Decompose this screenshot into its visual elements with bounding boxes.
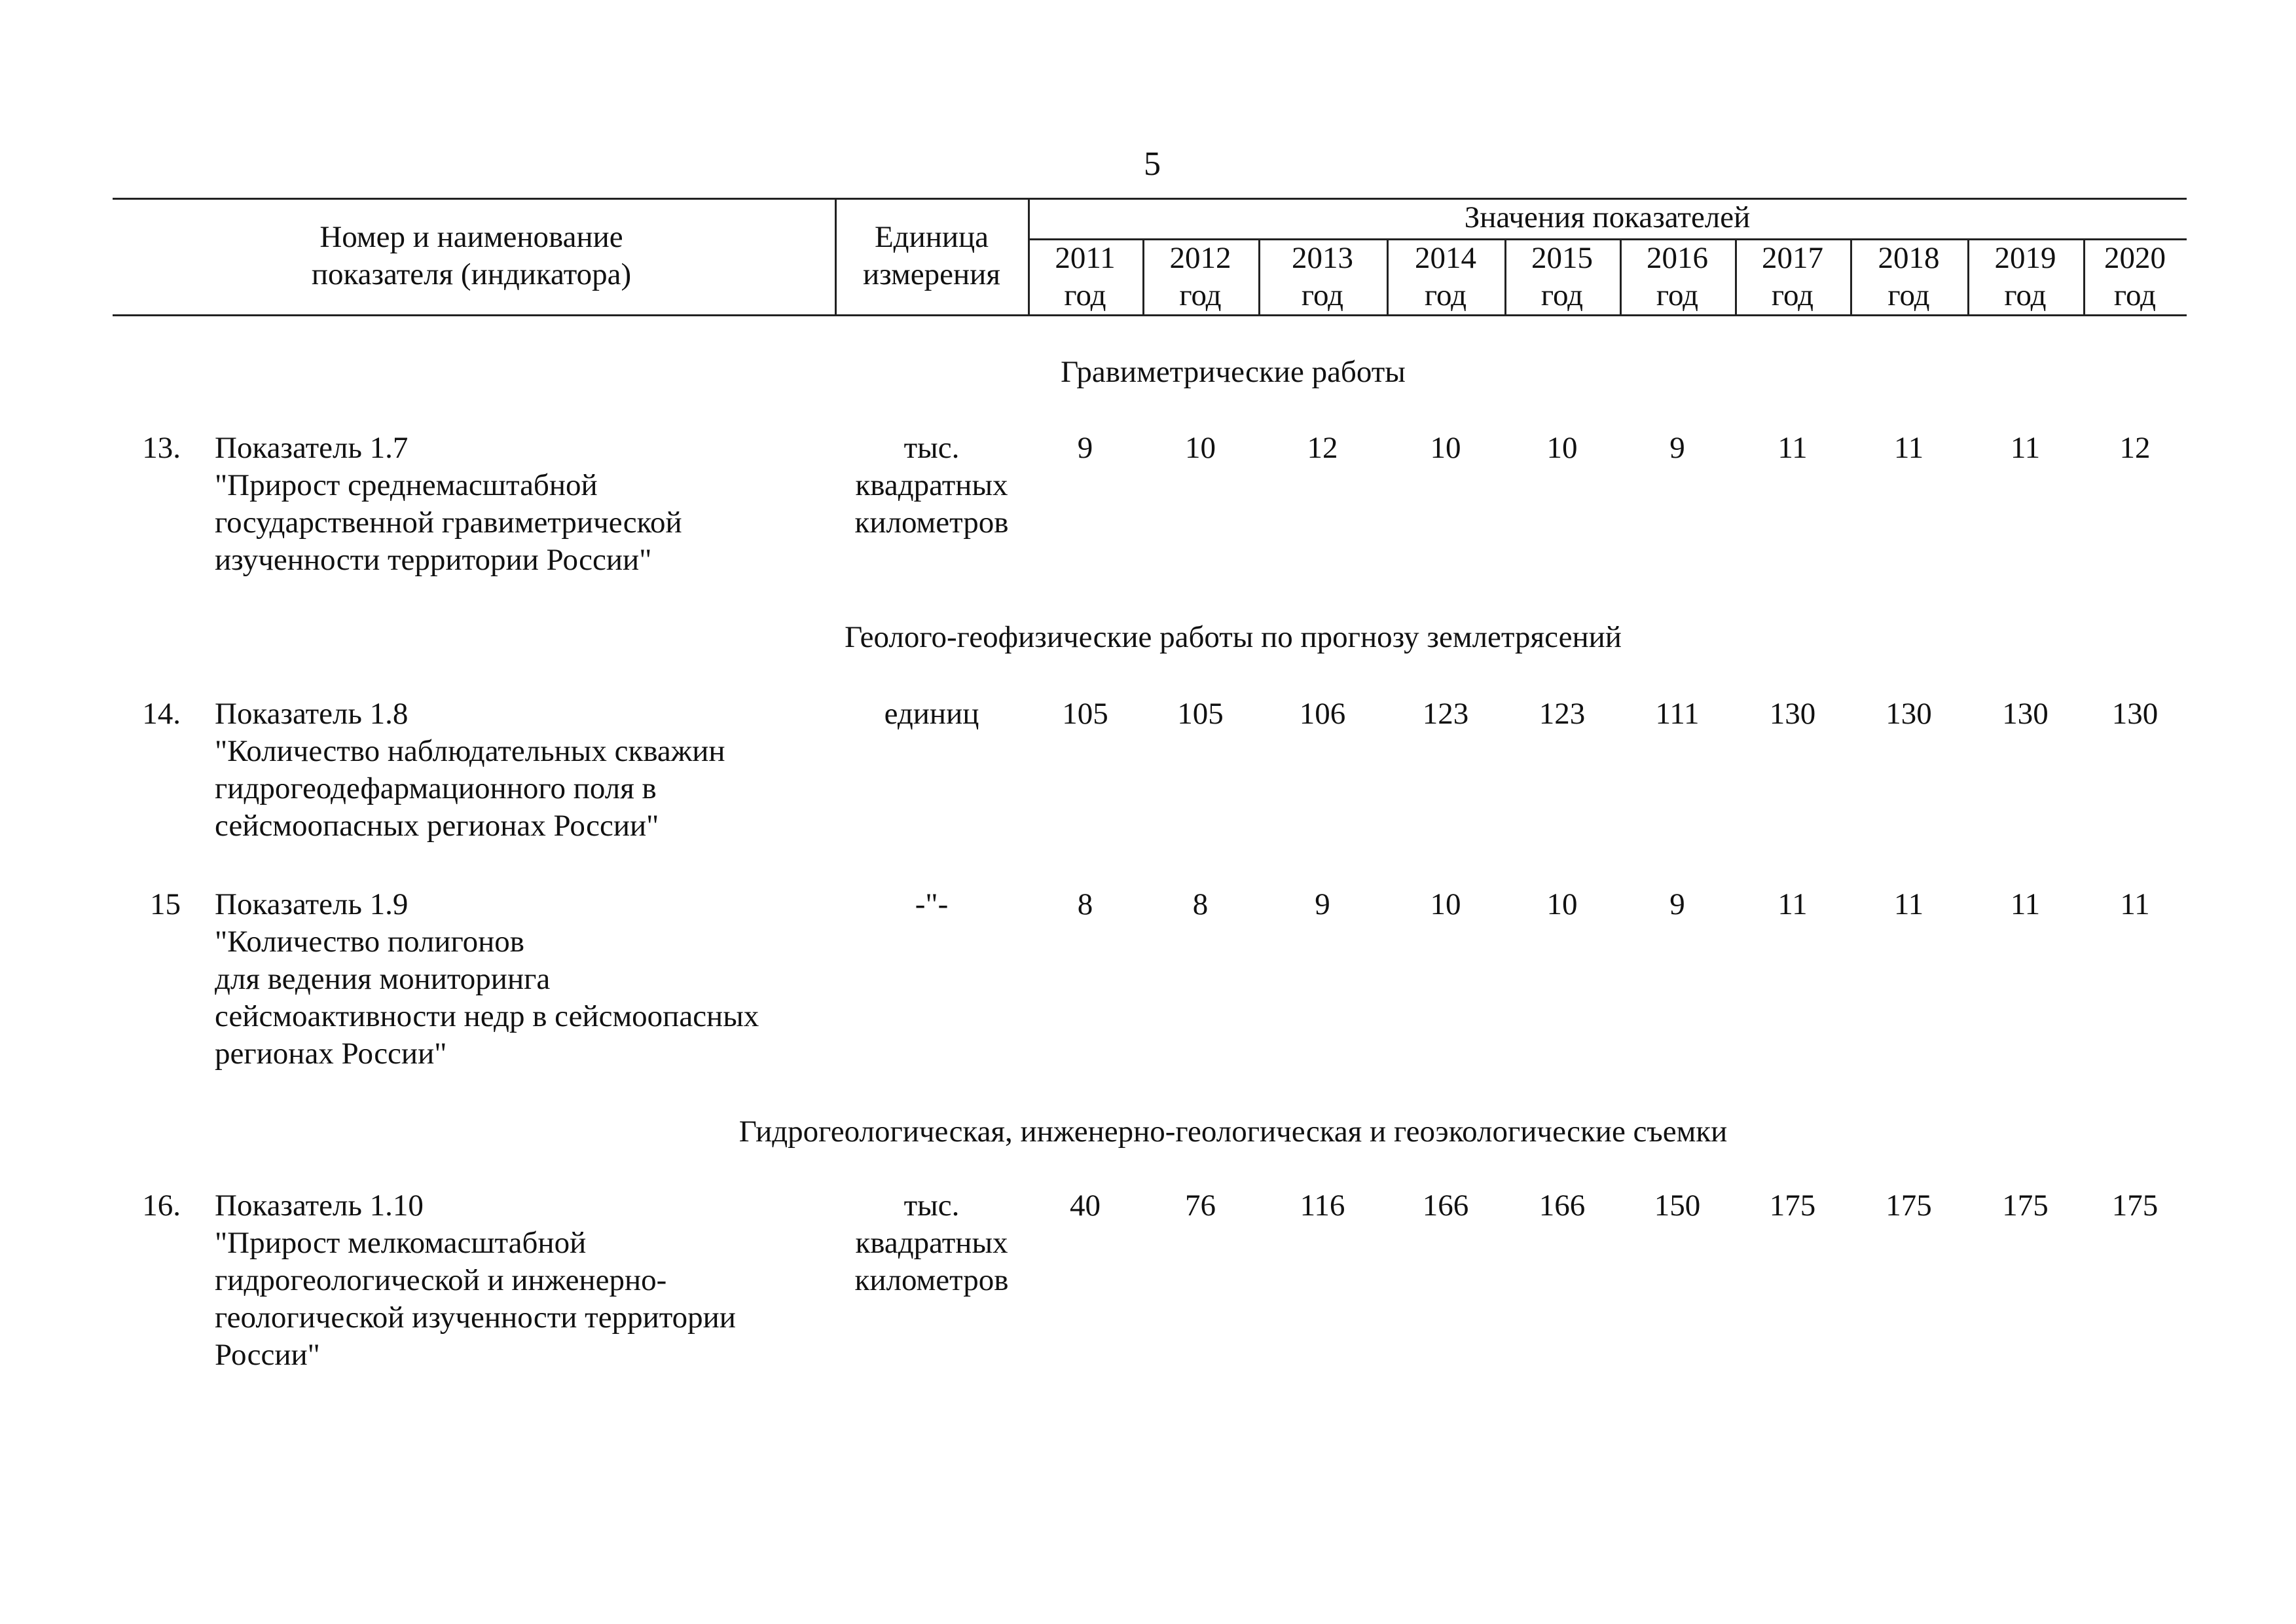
- year-header-2019: [1968, 240, 2083, 314]
- header-name-line2: показателя (индикатора): [311, 257, 632, 291]
- year-suffix: год: [1064, 278, 1106, 312]
- indicator-value-2017: 175: [1769, 1189, 1816, 1223]
- indicator-value-2020: 130: [2111, 697, 2159, 731]
- indicator-value-2011: 40: [1070, 1189, 1101, 1223]
- year-suffix: год: [2004, 278, 2047, 312]
- indicator-value-2017: 130: [1769, 697, 1816, 731]
- year-header-2016: [1620, 240, 1735, 314]
- indicator-name-line: для ведения мониторинга: [215, 962, 551, 996]
- indicator-value-2016: 9: [1669, 431, 1685, 465]
- indicator-unit-line: квадратных: [855, 468, 1008, 502]
- indicator-name-line: гидрогеодефармационного поля в: [215, 771, 657, 805]
- indicator-unit-line: километров: [854, 506, 1009, 540]
- indicator-unit: [837, 695, 1027, 733]
- indicator-value-2013: 9: [1315, 887, 1330, 921]
- year-label: 2012: [1169, 241, 1231, 275]
- year-header-2020: [2077, 240, 2193, 314]
- indicator-value-2013: 12: [1307, 431, 1338, 465]
- year-label: 2014: [1415, 241, 1476, 275]
- indicator-value-2015: 123: [1539, 697, 1586, 731]
- indicator-value-2015: 10: [1546, 431, 1578, 465]
- indicator-unit-line: единиц: [884, 697, 979, 731]
- header-unit-column: [837, 219, 1027, 293]
- year-label: 2018: [1878, 241, 1940, 275]
- indicator-name-line: гидрогеологической и инженерно-: [215, 1263, 667, 1297]
- indicator-value-2014: 10: [1430, 431, 1461, 465]
- indicator-unit-line: квадратных: [855, 1226, 1008, 1260]
- indicator-value-2013: 116: [1300, 1189, 1345, 1223]
- header-bottom-rule: [113, 314, 2187, 316]
- year-header-2012: [1143, 240, 1258, 314]
- year-suffix: год: [1540, 278, 1584, 312]
- year-suffix: год: [1424, 278, 1467, 312]
- indicator-name: [215, 1187, 830, 1374]
- indicator-value-2017: 11: [1777, 431, 1808, 465]
- page-number: 5: [1144, 145, 1161, 183]
- indicator-unit-line: -"-: [915, 887, 949, 921]
- indicator-unit: [837, 886, 1027, 923]
- indicator-unit: [837, 430, 1027, 542]
- year-label: 2016: [1647, 241, 1708, 275]
- indicator-name: [215, 430, 830, 579]
- year-suffix: год: [2113, 278, 2157, 312]
- indicator-value-2018: 11: [1893, 431, 1924, 465]
- indicator-value-2018: 130: [1886, 697, 1932, 731]
- indicator-value-2012: 105: [1177, 697, 1224, 731]
- indicator-unit-line: тыс.: [903, 1189, 960, 1223]
- indicator-value-2020: 11: [2120, 887, 2150, 921]
- indicator-value-2016: 111: [1655, 697, 1700, 731]
- year-label: 2015: [1531, 241, 1593, 275]
- indicator-value-2016: 150: [1654, 1189, 1701, 1223]
- indicator-value-2012: 8: [1192, 887, 1209, 921]
- indicator-name-line: Показатель 1.10: [215, 1189, 424, 1223]
- indicator-name-line: Показатель 1.8: [215, 697, 409, 731]
- indicator-value-2013: 106: [1299, 697, 1346, 731]
- indicator-name-line: регионах России": [215, 1037, 447, 1071]
- indicator-name-line: "Количество наблюдательных скважин: [215, 734, 725, 768]
- indicator-name-line: сейсмоактивности недр в сейсмоопасных: [215, 999, 759, 1033]
- row-number: 16.: [142, 1189, 181, 1223]
- header-unit-line1: Единица: [874, 220, 989, 254]
- year-suffix: год: [1179, 278, 1222, 312]
- year-label: 2011: [1055, 241, 1116, 275]
- indicator-value-2017: 11: [1777, 887, 1808, 921]
- indicator-unit-line: тыс.: [903, 431, 960, 465]
- year-header-2014: [1388, 240, 1503, 314]
- year-suffix: год: [1301, 278, 1344, 312]
- section-title: Гидрогеологическая, инженерно-геологическая и геоэкологические съемки: [738, 1115, 1728, 1149]
- indicator-name-line: сейсмоопасных регионах России": [215, 809, 659, 843]
- year-header-2017: [1735, 240, 1850, 314]
- indicator-name: [215, 886, 830, 1073]
- header-name-line1: Номер и наименование: [319, 220, 623, 254]
- indicator-value-2020: 175: [2111, 1189, 2159, 1223]
- indicator-value-2018: 175: [1886, 1189, 1932, 1223]
- indicator-value-2014: 166: [1422, 1189, 1469, 1223]
- indicator-value-2014: 10: [1430, 887, 1461, 921]
- header-name-column: [216, 219, 727, 293]
- section-title: Геолого-геофизические работы по прогнозу землетрясений: [845, 620, 1622, 654]
- year-header-2013: [1265, 240, 1380, 314]
- indicator-value-2011: 8: [1077, 887, 1093, 921]
- year-label: 2020: [2104, 241, 2166, 275]
- header-values-group: Значения показателей: [1464, 200, 1751, 234]
- indicator-value-2019: 130: [2002, 697, 2049, 731]
- indicator-value-2011: 9: [1077, 431, 1093, 465]
- year-header-2011: [1028, 240, 1143, 314]
- year-header-2018: [1851, 240, 1967, 314]
- row-number: 13.: [142, 431, 181, 465]
- year-suffix: год: [1656, 278, 1699, 312]
- indicator-value-2015: 166: [1539, 1189, 1586, 1223]
- indicator-unit-line: километров: [854, 1263, 1009, 1297]
- year-label: 2017: [1762, 241, 1823, 275]
- indicator-value-2012: 76: [1185, 1189, 1216, 1223]
- year-label: 2013: [1292, 241, 1353, 275]
- row-number: 15: [150, 887, 181, 921]
- indicator-value-2019: 11: [2010, 431, 2041, 465]
- year-header-2015: [1504, 240, 1620, 314]
- row-number: 14.: [142, 697, 181, 731]
- indicator-value-2011: 105: [1062, 697, 1108, 731]
- indicator-name-line: Показатель 1.9: [215, 887, 409, 921]
- indicator-name: [215, 695, 830, 845]
- indicator-name-line: Показатель 1.7: [215, 431, 409, 465]
- indicator-name-line: геологической изученности территории: [215, 1301, 736, 1335]
- indicator-name-line: изученности территории России": [215, 543, 652, 577]
- indicator-value-2018: 11: [1893, 887, 1924, 921]
- indicator-name-line: "Прирост мелкомасштабной: [215, 1226, 587, 1260]
- indicator-name-line: государственной гравиметрической: [215, 506, 682, 540]
- indicator-value-2012: 10: [1185, 431, 1216, 465]
- indicator-name-line: "Прирост среднемасштабной: [215, 468, 598, 502]
- indicator-value-2019: 11: [2010, 887, 2041, 921]
- indicator-value-2016: 9: [1669, 887, 1685, 921]
- year-divider: [1258, 238, 1260, 316]
- indicator-name-line: "Количество полигонов: [215, 925, 524, 959]
- indicator-value-2015: 10: [1546, 887, 1578, 921]
- indicator-value-2020: 12: [2119, 431, 2151, 465]
- section-title: Гравиметрические работы: [1061, 355, 1406, 389]
- indicator-unit: [837, 1187, 1027, 1299]
- indicator-name-line: России": [215, 1338, 320, 1372]
- indicator-value-2014: 123: [1422, 697, 1469, 731]
- year-label: 2019: [1994, 241, 2056, 275]
- year-suffix: год: [1771, 278, 1814, 312]
- header-unit-line2: измерения: [863, 257, 1000, 291]
- year-suffix: год: [1887, 278, 1930, 312]
- indicator-value-2019: 175: [2002, 1189, 2049, 1223]
